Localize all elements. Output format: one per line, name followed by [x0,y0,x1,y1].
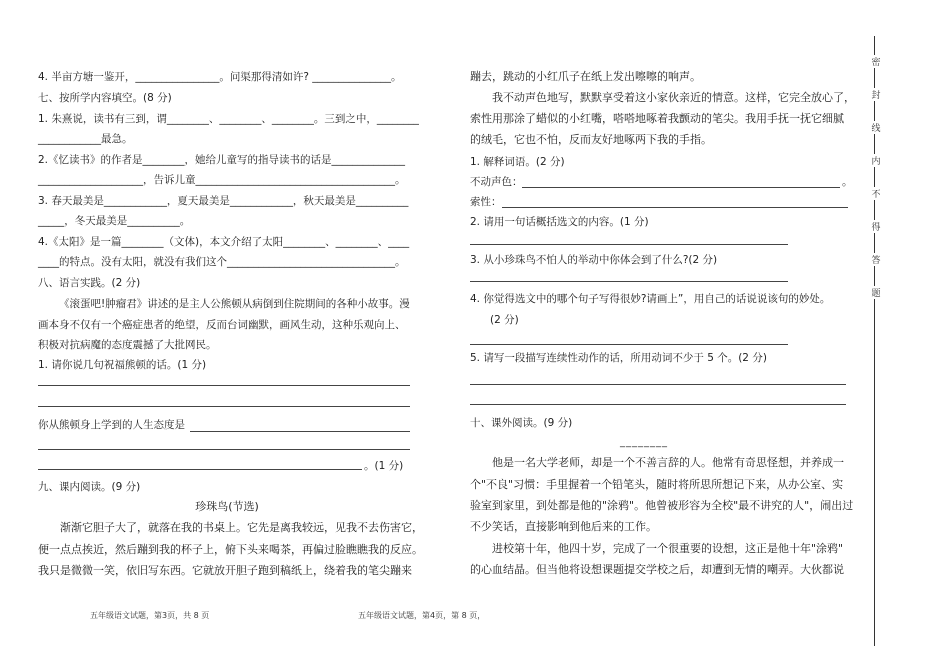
passage-text: 验室到家里，到处都是他的"涂鸦"。他曾被形容为全校"最不讲究的人"，闹出过 [470,499,854,512]
answer-line [38,385,410,386]
q8-item-2: 你从熊顿身上学到的人生态度是 [38,419,185,431]
passage-text: 不少笑话，直接影响到他后来的工作。 [470,520,657,533]
q7-item-1-cont: ____________最急。 [38,133,133,145]
seal-char: 封 [870,88,882,101]
passage-title-blank: ________ [620,437,668,448]
q9-item-4-score: (2 分) [490,314,519,326]
q6-item-4: 4. 半亩方塘一鉴开，________________。问渠那得清如许? _______________。 [38,71,402,83]
q7-item-3-cont: _____，冬天最美是__________。 [38,215,191,227]
q9-term-1: 不动声色： [470,176,523,188]
q7-item-4-cont: ____的特点。没有太阳，就没有我们这个________________________________。 [38,256,406,268]
page-footer-left: 五年级语文试题，第3页，共 8 页 [90,611,210,620]
passage-text: 索性用那涂了蜡似的小红嘴，嗒嗒地啄着我颤动的笔尖。我用手抚一抚它细腻 [470,112,844,125]
answer-line [470,344,788,345]
answer-line [38,406,410,407]
seal-char: 线 [870,121,882,134]
section-9-heading: 九、课内阅读。(9 分) [38,481,141,493]
q7-item-2-cont: ____________________，告诉儿童______________________________________。 [38,174,406,186]
q7-item-3: 3. 春天最美是____________，夏天最美是____________，秋天最美是__________ [38,195,409,207]
seal-char: 密 [870,55,882,68]
answer-line [470,281,788,282]
passage-text: 的绒毛，它也不怕，反而友好地啄两下我的手指。 [470,133,712,146]
passage-text: 便一点点挨近，然后蹦到我的杯子上，俯下头来喝茶，再偏过脸瞧瞧我的反应。 [38,543,423,556]
section-8-passage: 《滚蛋吧!肿瘤君》讲述的是主人公熊顿从病倒到住院期间的各种小故事。漫 [59,298,410,310]
q9-item-1: 1. 解释词语。(2 分) [470,156,565,168]
section-8-heading: 八、语言实践。(2 分) [38,277,141,289]
answer-line [38,449,410,450]
passage-text: 渐渐它胆子大了，就落在我的书桌上。它先是离我较远，见我不去伤害它， [60,521,423,534]
answer-line [470,404,846,405]
q9-item-4: 4. 你觉得选文中的哪个句子写得很妙?请画上”，用自己的话说说该句的妙处。 [470,293,831,305]
passage-text: 进校第十年，他四十岁，完成了一个很重要的设想，这正是他十年"涂鸦" [492,542,844,555]
answer-line [470,244,788,245]
answer-line [190,431,410,432]
q9-item-2: 2. 请用一句话概括选文的内容。(1 分) [470,216,649,228]
q9-term-1-end: 。 [842,176,853,188]
q8-item-2-score: 。(1 分) [364,460,404,472]
answer-line [470,384,846,385]
q9-item-5: 5. 请写一段描写连续性动作的话，所用动词不少于 5 个。(2 分) [470,352,767,364]
section-10-heading: 十、课外阅读。(9 分) [470,417,573,429]
passage-text: 我只是微微一笑，依旧写东西。它就放开胆子跑到稿纸上，绕着我的笔尖蹦来 [38,564,412,577]
passage-text: 他是一名大学老师，却是一个不善言辞的人。他常有奇思怪想，并养成一 [492,456,844,469]
q7-item-2: 2.《忆读书》的作者是________，她给儿童写的指导读书的话是______________ [38,154,406,166]
seal-char: 得 [870,220,882,233]
q9-term-2: 索性： [470,196,502,208]
passage-text: 蹦去，跳动的小红爪子在纸上发出嚓嚓的响声。 [470,70,701,83]
section-7-heading: 七、按所学内容填空。(8 分) [38,92,172,104]
answer-line [502,207,848,208]
answer-line [522,187,840,188]
seal-char: 内 [870,154,882,167]
seal-char: 答 [870,253,882,266]
q7-item-4: 4.《太阳》是一篇________（文体)，本文介绍了太阳________、________、____ [38,236,410,248]
passage-text: 的心血结晶。但当他将设想课题提交学校之后，却遭到无情的嘲弄。大伙都说 [470,563,844,576]
passage-text: 我不动声色地写，默默享受着这小家伙亲近的情意。这样，它完全放心了， [492,91,855,104]
passage-title: 珍珠鸟(节选) [195,500,259,513]
passage-text: 个"不良"习惯：手里握着一个铅笔头，随时将所思所想记下来，从办公室、实 [470,478,844,491]
section-8-passage: 画本身不仅有一个癌症患者的绝望，反而台词幽默，画风生动，这种乐观向上、 [38,319,406,331]
q8-item-1: 1. 请你说几句祝福熊顿的话。(1 分) [38,359,207,371]
answer-line [38,469,362,470]
seal-char: 题 [870,286,882,299]
q7-item-1: 1. 朱熹说，读书有三到，谓________、________、________。三到之中，________ [38,113,419,125]
page-footer-right: 五年级语文试题，第4页，第 8 页， [358,611,486,620]
section-8-passage: 积极对抗病魔的态度震撼了大批网民。 [38,339,217,351]
seal-char: 不 [870,187,882,200]
q9-item-3: 3. 从小珍珠鸟不怕人的举动中你体会到了什么?(2 分) [470,254,718,266]
